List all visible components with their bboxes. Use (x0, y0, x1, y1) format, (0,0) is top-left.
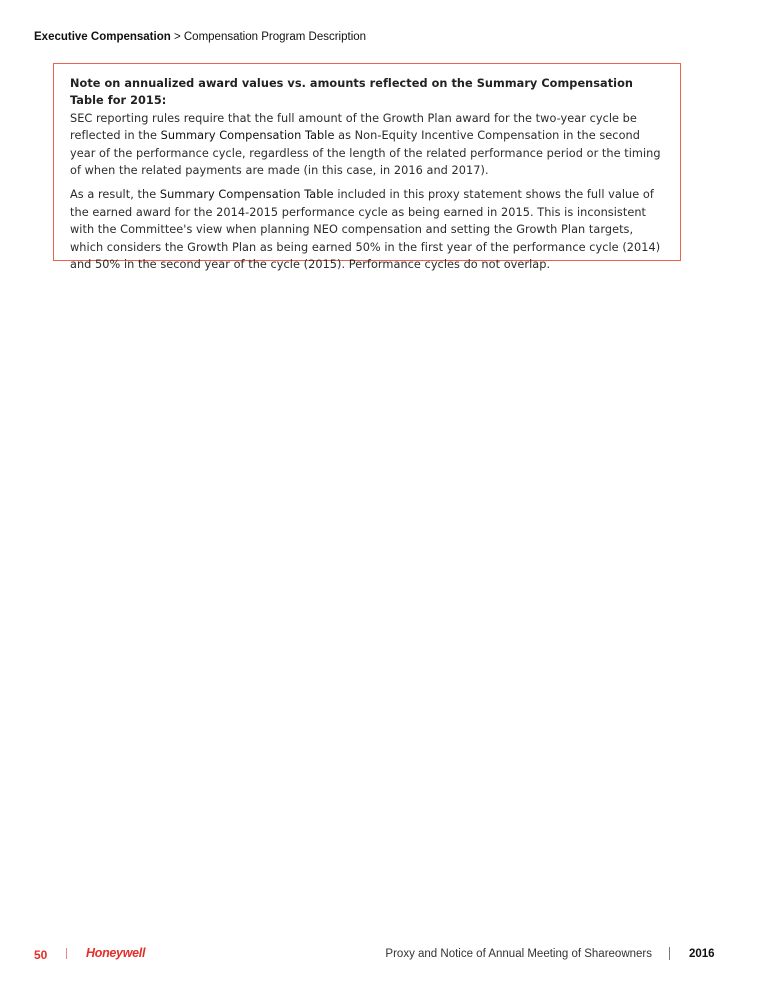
honeywell-logo: Honeywell (86, 946, 146, 960)
note-heading-suffix: for 2015: (103, 94, 167, 108)
footer-divider (66, 948, 67, 959)
note-heading-table-ref: Summary Compensation Table (70, 77, 633, 108)
note-heading (70, 77, 633, 107)
document-title: Proxy and Notice of Annual Meeting of Shareowners (385, 948, 652, 960)
breadcrumb (34, 31, 366, 43)
page-footer (0, 945, 768, 965)
breadcrumb-section: Executive Compensation (34, 31, 171, 43)
note-p2-text: As a result, the (70, 188, 160, 202)
table-reference: Summary Compensation Table (159, 188, 334, 202)
note-paragraph-1 (70, 75, 666, 179)
breadcrumb-page: Compensation Program Description (183, 31, 367, 43)
note-p1-text: SEC reporting rules require that the full amount of the Growth Plan award for the two-year cycle be reflected in the (70, 111, 637, 143)
note-p1-text-cont: as Non-Equity Incentive Compensation in the second year of the performance cycle, regardless of the length of the related performance period or the timing of when the related payments are made (in this case, in 2016 and 2017). (70, 129, 661, 178)
note-paragraph-2 (70, 186, 666, 273)
note-p2-text-cont: included in this proxy statement shows the full value of the earned award for the 2014-2015 performance cycle as being earned in 2015. This is inconsistent with the Committee's view when planning NEO compensation and setting the Growth Plan targets, which considers the Growth Plan as being earned 50% in the first year of the performance cycle (2014) and 50% in the second year of the cycle (2015). Performance cycles do not overlap. (70, 188, 661, 272)
table-reference: Summary Compensation Table (160, 129, 335, 143)
footer-divider (669, 947, 670, 960)
page-number: 50 (34, 948, 48, 962)
note-heading-text: Note on annualized award values vs. amounts reflected on the (70, 77, 477, 90)
document-year: 2016 (689, 948, 715, 960)
breadcrumb-separator: > (170, 31, 184, 43)
note-box (53, 63, 681, 272)
